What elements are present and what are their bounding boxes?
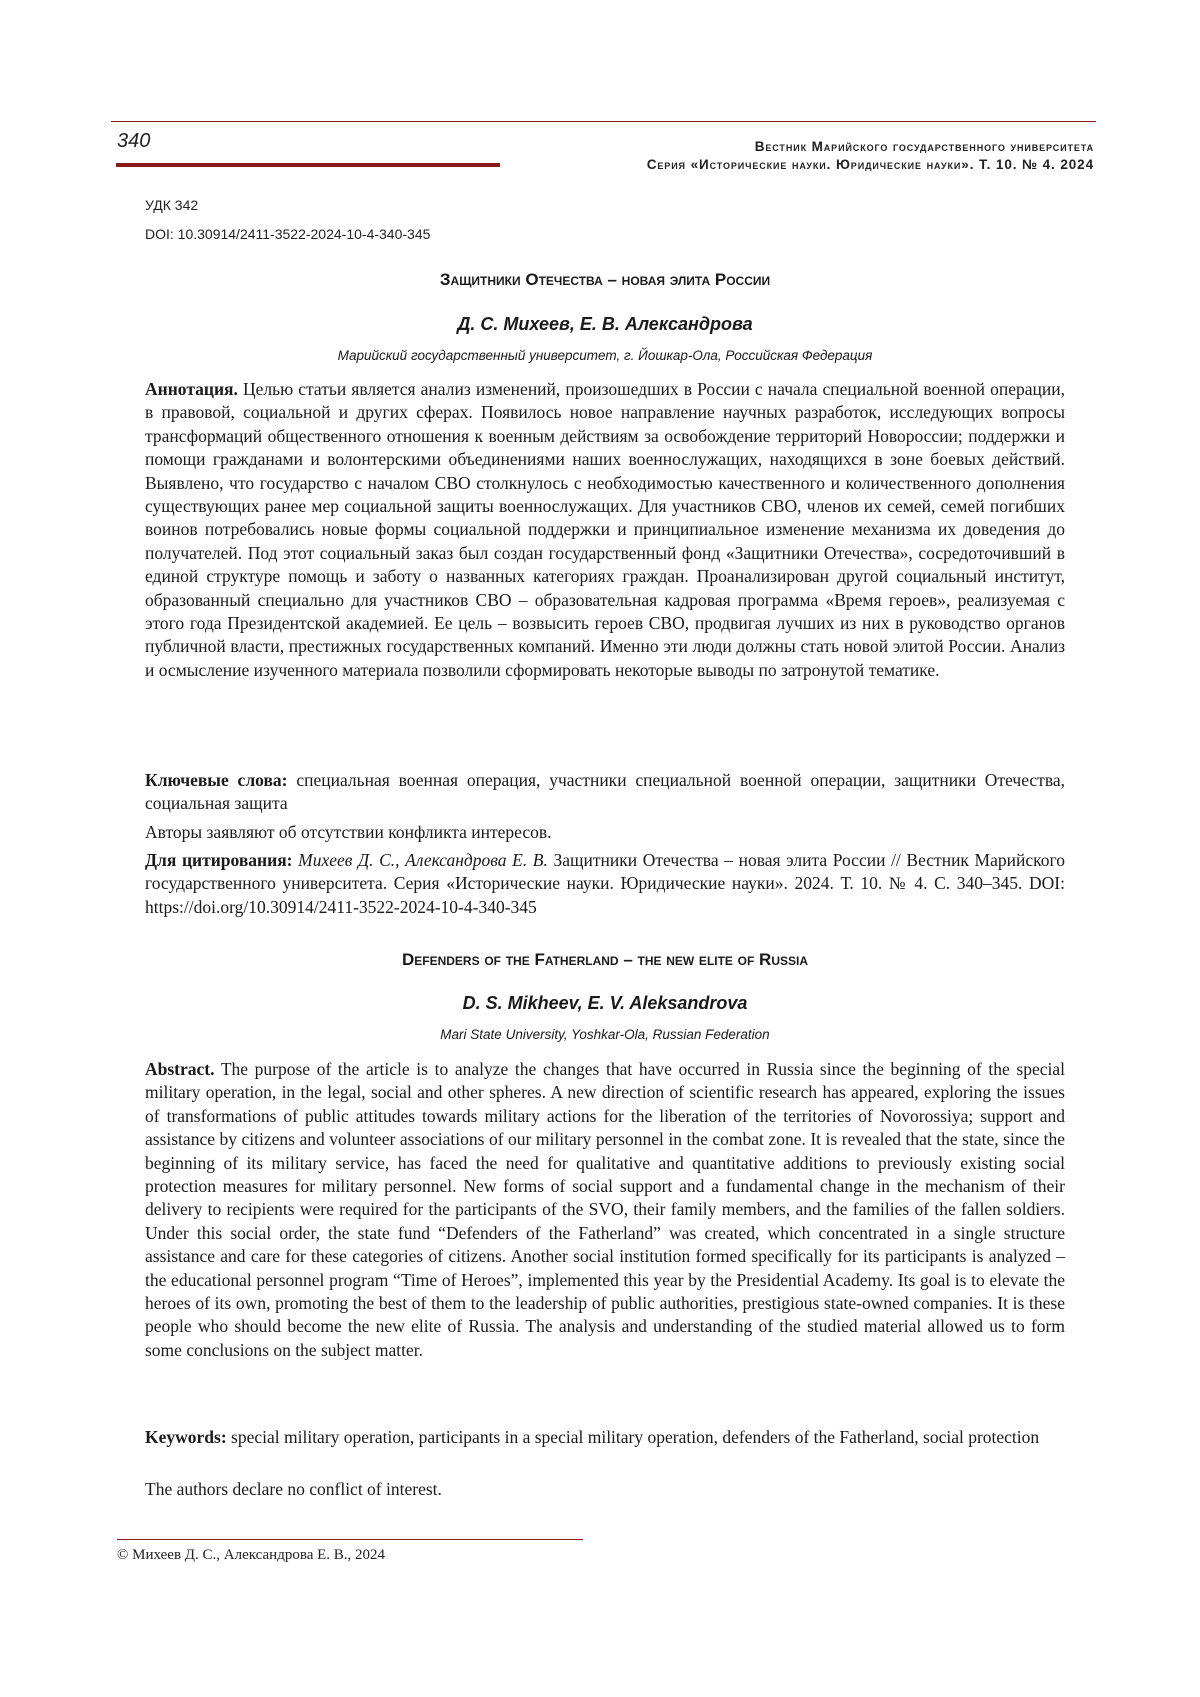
article-title-en: Defenders of the Fatherland – the new elite of Russia	[401, 950, 808, 969]
keywords-label-en: Keywords:	[145, 1427, 227, 1447]
citation-label: Для цитирования:	[145, 850, 293, 870]
header-accent-bar	[116, 163, 500, 167]
keywords-label-ru: Ключевые слова:	[145, 770, 288, 790]
citation-text: Защитники Отечества – новая элита России // Вестник Марийского государственного университета. Серия «Исторические науки. Юридические науки». 2024. Т. 10. № 4. С. 340–345. DOI: https://doi.org/10.30914/2411-3522-2024-10-4-340-345	[145, 850, 1065, 917]
abstract-label-ru: Аннотация.	[145, 379, 238, 399]
abstract-ru	[145, 378, 1065, 682]
citation-ru	[145, 849, 1065, 919]
authors-ru: Д. С. Михеев, Е. В. Александрова	[457, 314, 753, 334]
keywords-ru	[145, 769, 1065, 816]
journal-name: Вестник Марийского государственного университета	[754, 139, 1094, 154]
doi: DOI: 10.30914/2411-3522-2024-10-4-340-345	[145, 226, 431, 242]
keywords-text-en: special military operation, participants in a special military operation, defenders of the Fatherland, social protection	[226, 1427, 1040, 1447]
footnote-rule	[117, 1539, 583, 1540]
abstract-text-ru: Целью статьи является анализ изменений, произошедших в России с начала специальной военной операции, в правовой, социальной и других сферах. Появилось новое направление научных разработок, исследующих вопросы трансформаций общественного отношения к военным действиям за освобождение территорий Новороссии; поддержки и помощи гражданами и волонтерскими объединениями наших военнослужащих, находящихся в зоне боевых действий. Выявлено, что государство с началом СВО столкнулось с необходимостью качественного и количественного дополнения существующих ранее мер социальной защиты военнослужащих. Для участников СВО, членов их семей, семей погибших воинов потребовались новые формы социальной поддержки и принципиальное изменение механизма их доведения до получателей. Под этот социальный заказ был создан государственный фонд «Защитники Отечества», сосредоточивший в единой структуре помощь и заботу о названных категориях граждан. Проанализирован другой социальный институт, образованный специально для участников СВО – образовательная кадровая программа «Время героев», реализуемая с этого года Президентской академией. Ее цель – возвысить героев СВО, продвигая лучших из них в руководство органов публичной власти, престижных государственных компаний. Именно эти люди должны стать новой элитой России. Анализ и осмысление изученного материала позволили сформировать некоторые выводы по затронутой тематике.	[145, 379, 1065, 680]
journal-series: Серия «Исторические науки. Юридические науки». Т. 10. № 4. 2024	[646, 157, 1094, 172]
conflict-statement-ru: Авторы заявляют об отсутствии конфликта интересов.	[145, 822, 552, 842]
abstract-en	[145, 1058, 1065, 1362]
abstract-label-en: Abstract.	[145, 1059, 215, 1079]
authors-en: D. S. Mikheev, E. V. Aleksandrova	[462, 993, 748, 1013]
udk-code: УДК 342	[145, 197, 199, 213]
conflict-statement-en: The authors declare no conflict of interest.	[145, 1479, 442, 1499]
header-top-rule	[111, 121, 1096, 122]
affiliation-ru: Марийский государственный университет, г. Йошкар-Ола, Российская Федерация	[337, 348, 873, 363]
keywords-text-ru: специальная военная операция, участники специальной военной операции, защитники Отечества, социальная защита	[145, 770, 1065, 814]
keywords-en	[145, 1426, 1065, 1449]
affiliation-en: Mari State University, Yoshkar-Ola, Russian Federation	[440, 1027, 770, 1042]
citation-authors: Михеев Д. С., Александрова Е. В.	[292, 850, 548, 870]
journal-header	[647, 138, 1094, 174]
page-number: 340	[117, 130, 151, 152]
copyright-notice: © Михеев Д. С., Александрова Е. В., 2024	[117, 1547, 386, 1563]
abstract-text-en: The purpose of the article is to analyze the changes that have occurred in Russia since the beginning of the special military operation, in the legal, social and other spheres. A new direction of scientific research has appeared, exploring the issues of transformations of public attitudes towards military actions for the liberation of the territories of Novorossiya; support and assistance by citizens and volunteer associations of our military personnel in the combat zone. It is revealed that the state, since the beginning of its military service, has faced the need for qualitative and quantitative additions to previously existing social protection measures for military personnel. New forms of social support and a fundamental change in the mechanism of their delivery to recipients were required for the participants of the SVO, their family members, and the families of the fallen soldiers. Under this social order, the state fund “Defenders of the Fatherland” was created, which concentrated in a single structure assistance and care for these categories of citizens. Another social institution formed specifically for its participants is analyzed – the educational personnel program “Time of Heroes”, implemented this year by the Presidential Academy. Its goal is to elevate the heroes of its own, promoting the best of them to the leadership of public authorities, prestigious state-owned companies. It is these people who should become the new elite of Russia. The analysis and understanding of the studied material allowed us to form some conclusions on the subject matter.	[145, 1059, 1065, 1360]
article-title-ru: Защитники Отечества – новая элита России	[439, 270, 771, 289]
